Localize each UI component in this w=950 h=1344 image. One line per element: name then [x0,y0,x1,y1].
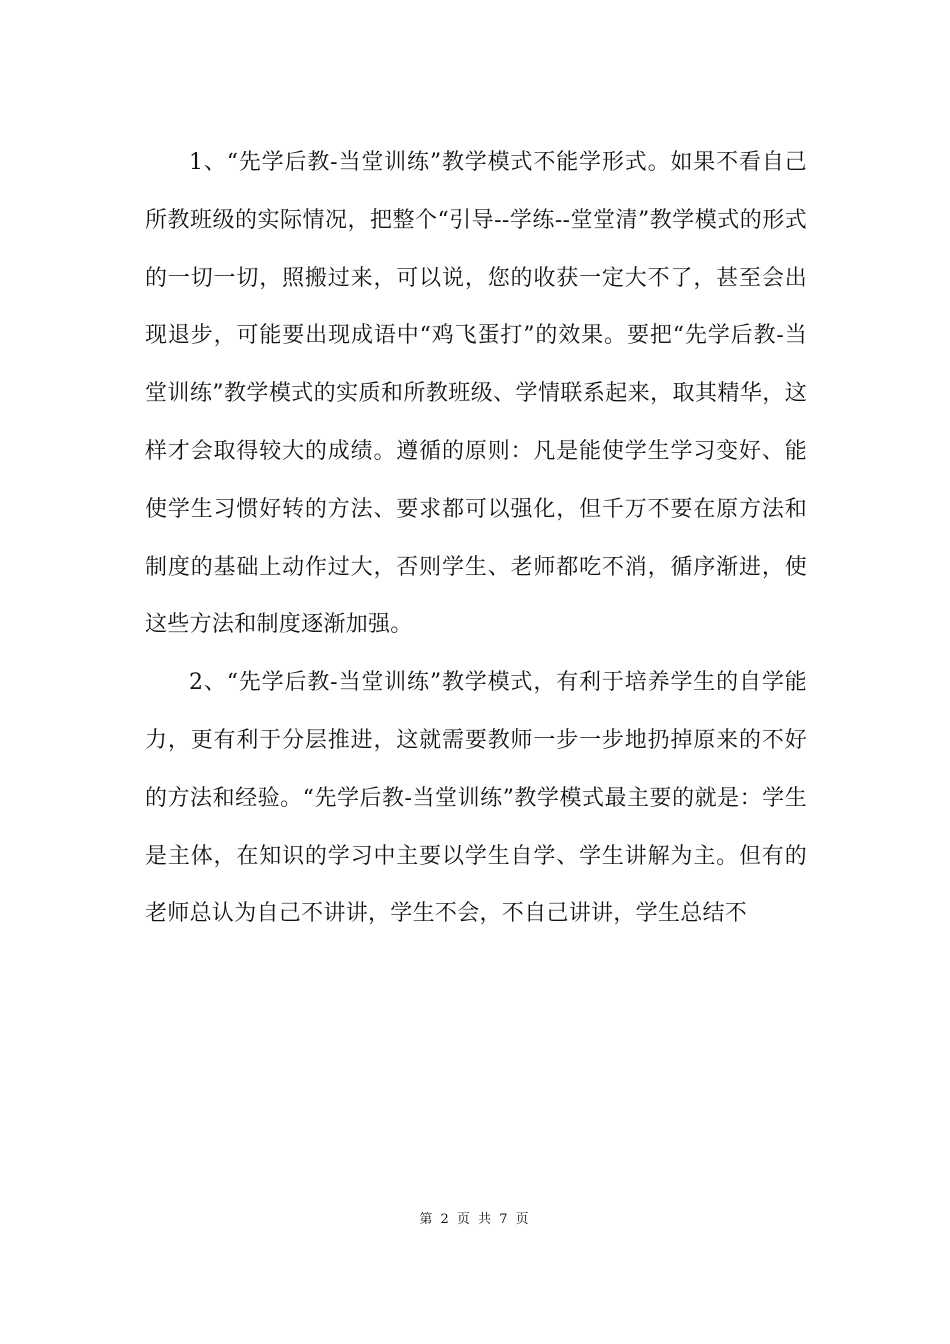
document-body [145,134,807,943]
paragraph-2: 2、“先学后教-当堂训练”教学模式，有利于培养学生的自学能力，更有利于分层推进，这就需要教师一步一步地扔掉原来的不好的方法和经验。“先学后教-当堂训练”教学模式最主要的就是：学生是主体，在知识的学习中主要以学生自学、学生讲解为主。但有的老师总认为自己不讲讲，学生不会，不自己讲讲，学生总结不 [145,670,807,927]
page-footer: 第 2 页 共 7 页 [419,1212,531,1227]
paragraph-1: 1、“先学后教-当堂训练”教学模式不能学形式。如果不看自己所教班级的实际情况，把整个“引导--学练--堂堂清”教学模式的形式的一切一切，照搬过来，可以说，您的收获一定大不了，甚至会出现退步，可能要出现成语中“鸡飞蛋打”的效果。要把“先学后教-当堂训练”教学模式的实质和所教班级、学情联系起来，取其精华，这样才会取得较大的成绩。遵循的原则：凡是能使学生学习变好、能使学生习惯好转的方法、要求都可以强化，但千万不要在原方法和制度的基础上动作过大，否则学生、老师都吃不消，循序渐进，使这些方法和制度逐渐加强。 [145,150,807,638]
